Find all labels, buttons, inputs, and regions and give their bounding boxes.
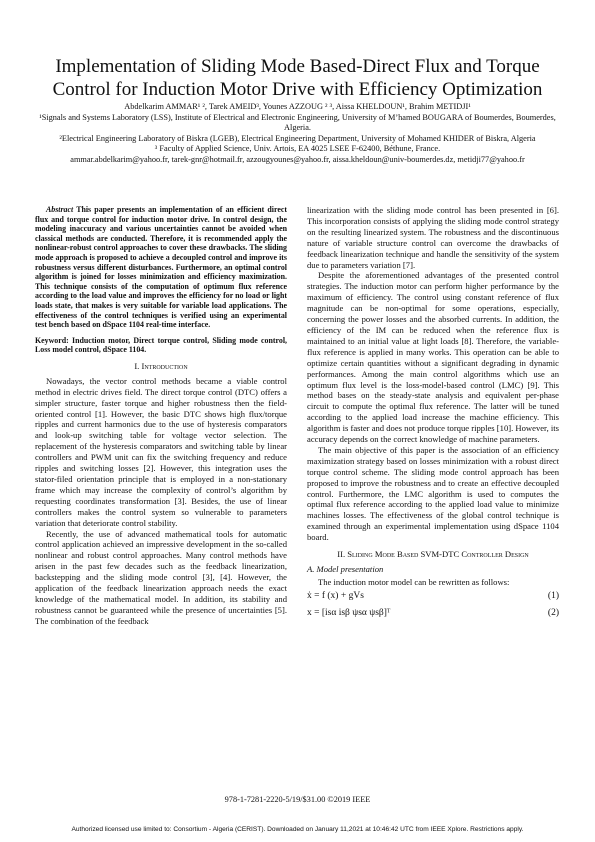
affiliation-2: ²Electrical Engineering Laboratory of Biskra (LGEB), Electrical Engineering Department, University of Mohamed KHIDER of Biskra, Algeria bbox=[59, 133, 536, 143]
keywords: Keyword: Induction motor, Direct torque control, Sliding mode control, Loss model control, dSpace 1104. bbox=[35, 335, 287, 355]
isbn-line: 978-1-7281-2220-5/19/$31.00 ©2019 IEEE bbox=[224, 795, 371, 804]
author-emails: ammar.abdelkarim@yahoo.fr, tarek-gnr@hotmail.fr, azzougyounes@yahoo.fr, aissa.kheldoun@univ-boumerdes.dz, metidji77@yahoo.fr bbox=[70, 154, 525, 164]
author-list: Abdelkarim AMMAR¹ ², Tarek AMEID³, Younes AZZOUG ² ³, Aissa KHELDOUN¹, Brahim METIDJI¹ bbox=[124, 102, 471, 111]
left-column bbox=[35, 205, 287, 627]
right-paragraph-2: Despite the aforementioned advantages of the presented control strategies. The induction motor can perform higher performance by the maximum of efficiency. The control using constant reference of flux magnitude can be non-optimal for some operations, especially, concerning the power losses and the absorbed currents. In addition, the efficiency of the IM can be reduced when the reference flux is maintained to an initial value at light loads [8]. Therefore, the variable-flux reference is applied in many works. This operation can be able to optimize certain quantities without a significant degrading in dynamic performances. Among the main control algorithms which use an optimum flux level is the loss-model-based control (LMC) [9]. This method bases on the steady-state analysis and equivalent per-phase circuit to compute the optimal flux reference. The latter will be tuned according to the applied load increase the machine efficiency. This algorithm is faster and does not produce torque ripples [10]. However, its accuracy depends on the correct knowledge of machine parameters. bbox=[307, 270, 559, 445]
subsection-heading-model: A. Model presentation bbox=[307, 564, 384, 574]
intro-paragraph-2: Recently, the use of advanced mathematical tools for automatic control application achieved an impressive development in the so-called nonlinear and robust control approaches. Many control methods have arisen in the past few decades such as the feedback linearization, backstepping and the sliding mode control [3], [4]. However, the application of the feedback linearization approach needs the exact knowledge of the mathematical model. In addition, its stability and robustness cannot be guaranteed while the presence of uncertainties [5]. The combination of the feedback bbox=[35, 528, 287, 626]
equation-1-body: ẋ = f (x) + gVs bbox=[307, 590, 364, 601]
equation-2 bbox=[307, 608, 559, 622]
right-paragraph-1: linearization with the sliding mode control has been presented in [6]. This incorporation consists of applying the sliding mode control strategy on the resulting linearized system. The robustness and the discontinuous nature of variable structure control can overcome the drawbacks of feedback linearization technique and handle the sensitivity of the system due to parameters variation [7]. bbox=[307, 205, 559, 270]
abstract-label: Abstract bbox=[46, 205, 74, 214]
paper-title: Implementation of Sliding Mode Based-Direct Flux and Torque Control for Induction Motor Drive with Efficiency Optimization bbox=[52, 56, 543, 100]
section-heading-introduction: I. Introduction bbox=[134, 360, 188, 371]
license-footer: Authorized licensed use limited to: Consortium - Algeria (CERIST). Downloaded on January 11,2021 at 10:46:42 UTC from IEEE Xplore. Restrictions apply. bbox=[71, 826, 524, 833]
abstract-text: This paper presents an implementation of an efficient direct flux and torque control for induction motor drive. In control design, the modeling inaccuracy and various uncertainties cannot be avoided when classical methods are conducted. Therefore, it is recommended apply the nonlinear-robust control approaches to cover these drawbacks. The sliding mode approach is proposed to achieve a decoupled control and improve its robustness versus different disturbances. Furthermore, an optimal control algorithm is joined for losses minimization and efficiency maximization. This technique consists of the computation of optimum flux reference according to the load value and improves the efficiency for no load or light loads state, that makes is very suitable for variable load applications. The effectiveness of the control techniques is verified using an experimental test bench based on dSpace 1104 real-time interface. bbox=[35, 205, 287, 330]
affiliation-1: ¹Signals and Systems Laboratory (LSS), Institute of Electrical and Electronic Engineering, University of M’hamed BOUGARA of Boumerdes, Boumerdes, Algeria. bbox=[39, 112, 556, 133]
right-paragraph-3: The main objective of this paper is the association of an efficiency maximization strategy based on losses minimization with a robust direct torque control scheme. The sliding mode control approach has been proposed to improve the robustness and to create an effective decoupled control. Furthermore, the LMC algorithm is used to computes the optimal flux reference according to the applied load value to minimize machines losses. The effectiveness of the global control technique is examined through an experimental implementation using dSpace 1104 board. bbox=[307, 444, 559, 543]
equation-2-body: x = [isα isβ ψsα ψsβ]ᵀ bbox=[307, 607, 391, 618]
abstract bbox=[35, 205, 287, 330]
right-column bbox=[307, 205, 559, 625]
equation-1 bbox=[307, 591, 559, 605]
model-text: The induction motor model can be rewritten as follows: bbox=[318, 576, 510, 587]
section-heading-controller: II. Sliding Mode Based SVM-DTC Controller Design bbox=[337, 549, 529, 560]
equation-1-number: (1) bbox=[547, 590, 559, 601]
intro-paragraph-1: Nowadays, the vector control methods became a viable control method in electric drives field. The direct torque control (DTC) offers a simpler structure, faster torque and higher robustness then the field-oriented control [1]. However, the basic DTC shows high flux/torque ripples and current harmonics due to the use of hysteresis comparators and look-up switching table for voltage vector selection. The replacement of the hysteresis comparators and switching table by linear controllers and PWM unit can fix the switching frequency and reduce ripples and switching losses [2]. However, this integration uses the stator-filed orientation principle that is employed in a non-stationary frame which may increase the complexity of control’s algorithm by requesting coordinates transformation [3]. Besides, the use of linear controllers makes the control system so vulnerable to parameters variation that deteriorate control stability. bbox=[35, 375, 287, 528]
affiliation-3: ³ Faculty of Applied Science, Univ. Artois, EA 4025 LSEE F-62400, Béthune, France. bbox=[154, 144, 441, 154]
author-block bbox=[30, 102, 565, 166]
equation-2-number: (2) bbox=[547, 607, 559, 618]
